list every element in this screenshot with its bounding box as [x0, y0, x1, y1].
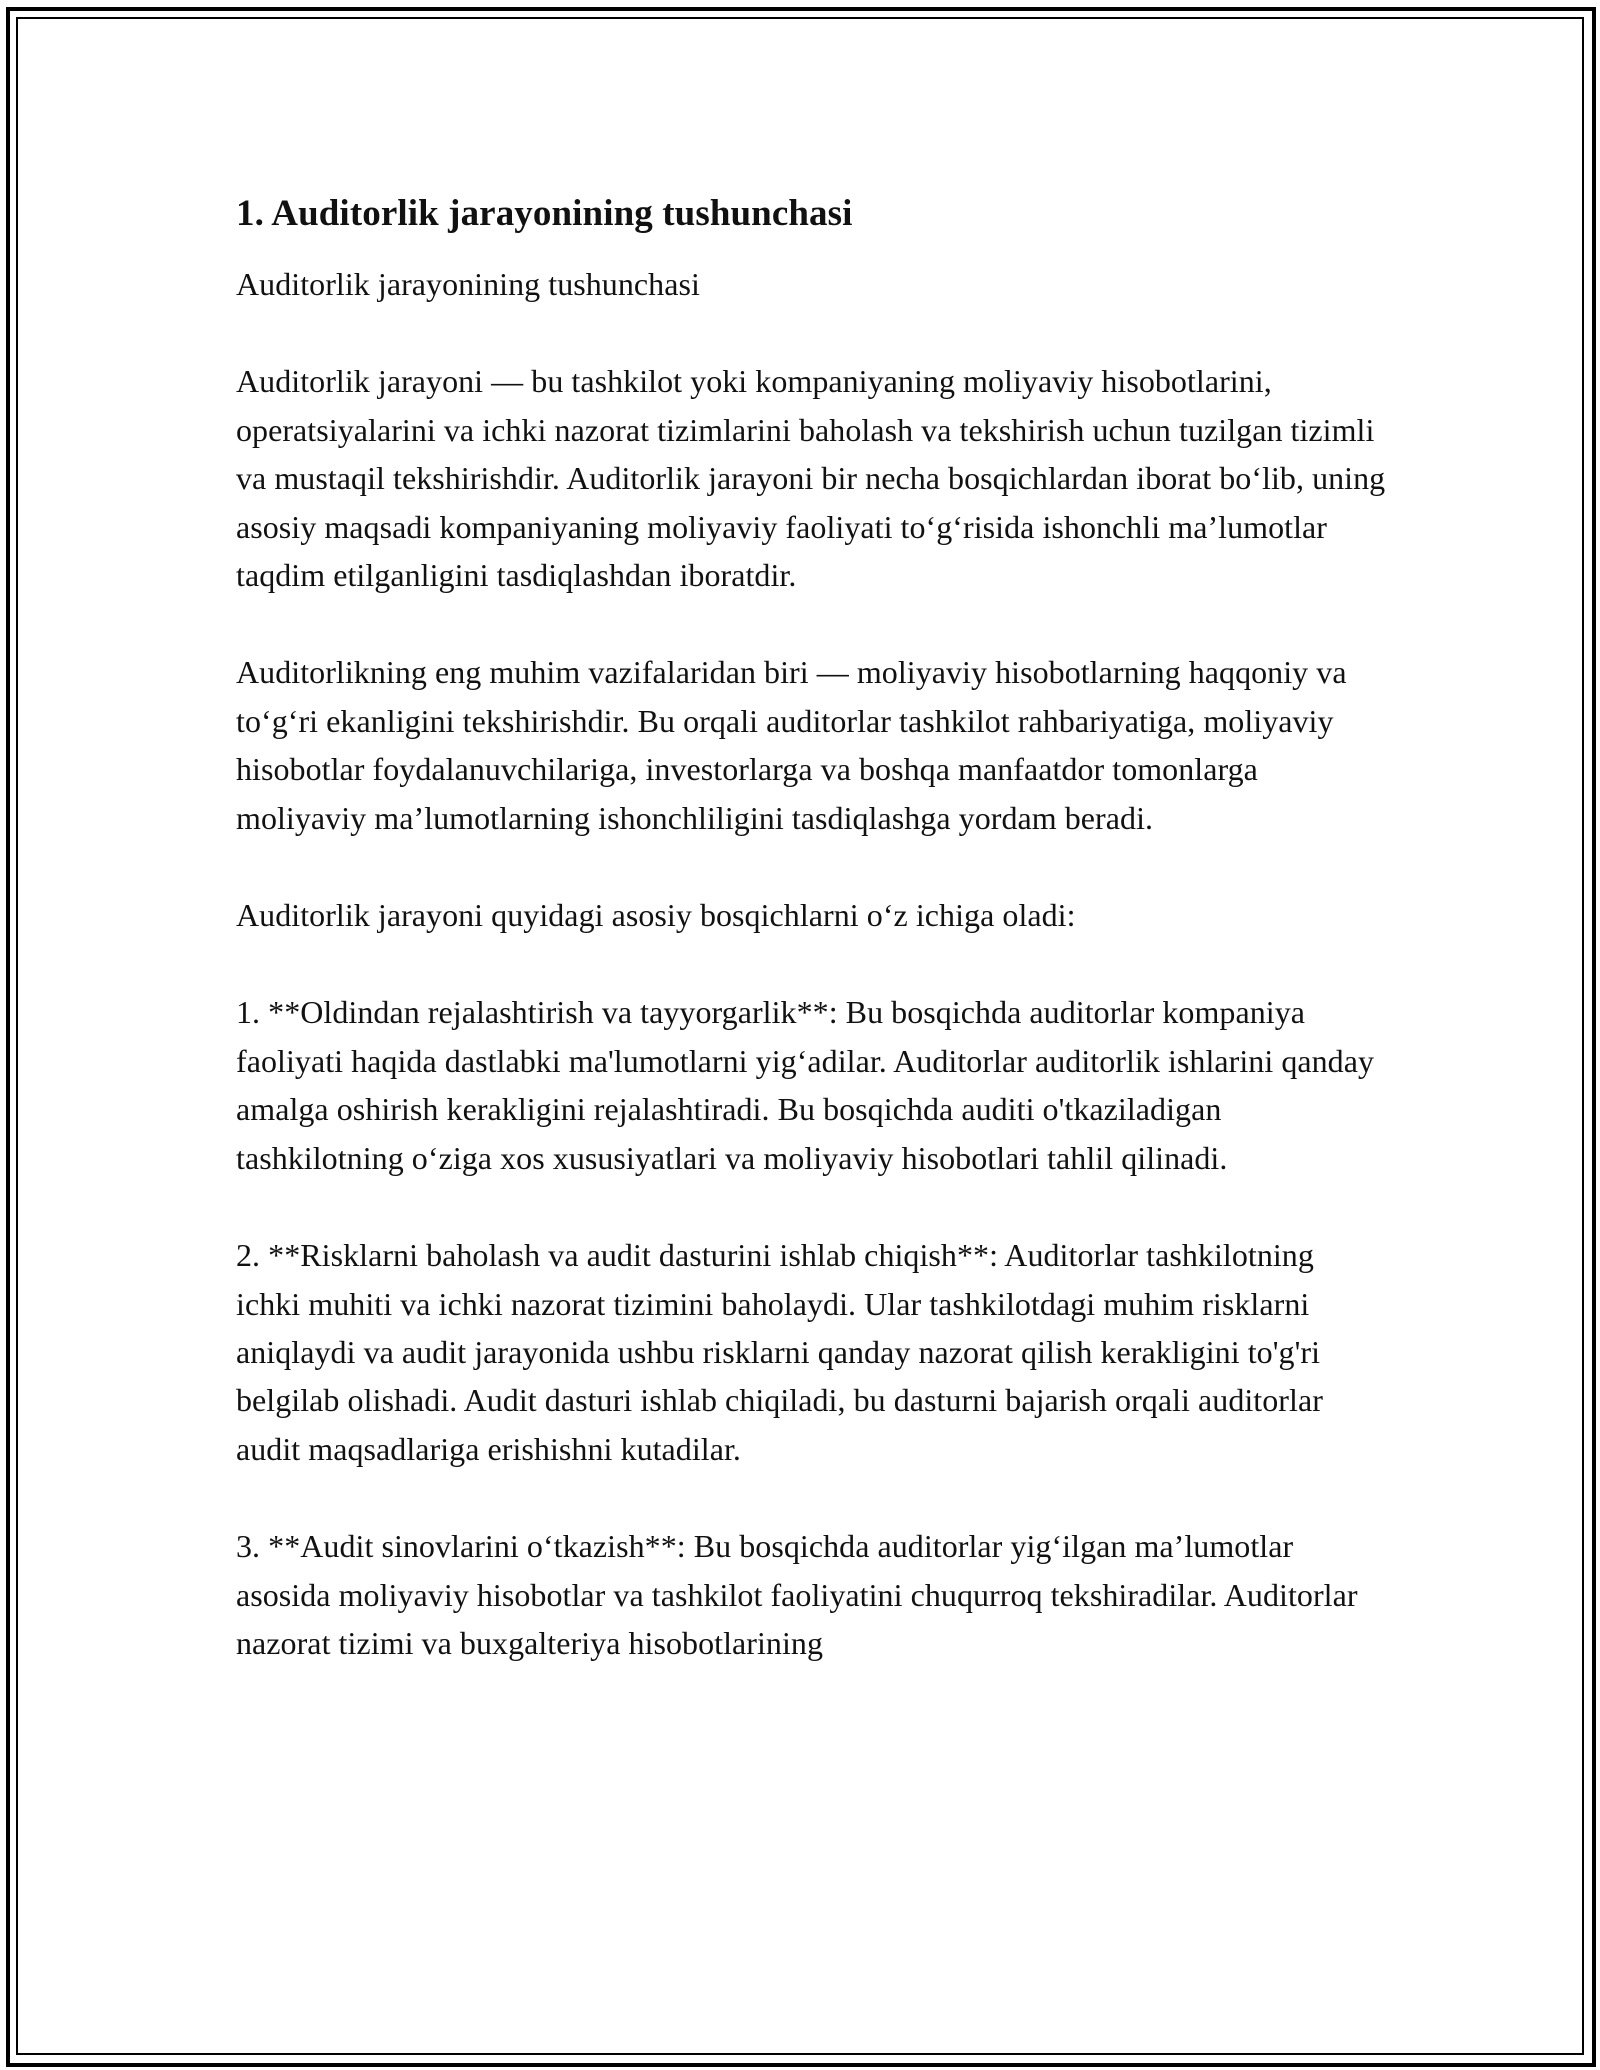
paragraph-stage-1: 1. **Oldindan rejalashtirish va tayyorgarlik**: Bu bosqichda auditorlar kompaniya faoliyati haqida dastlabki ma'lumotlarni yig‘adilar. Auditorlar auditorlik ishlarini qanday amalga oshirish kerakligini rejalashtiradi. Bu bosqichda auditi o'tkaziladigan tashkilotning o‘ziga xos xususiyatlari va moliyaviy hisobotlari tahlil qilinadi. — [236, 994, 1375, 1176]
document-body — [236, 188, 1386, 1716]
paragraph-stage-3: 3. **Audit sinovlarini o‘tkazish**: Bu bosqichda auditorlar yig‘ilgan ma’lumotlar asosida moliyaviy hisobotlar va tashkilot faoliyatini chuqurroq tekshiradilar. Auditorlar nazorat tizimi va buxgalteriya hisobotlarining — [236, 1528, 1358, 1661]
document-title: 1. Auditorlik jarayonining tushunchasi — [236, 193, 853, 234]
document-subtitle: Auditorlik jarayonining tushunchasi — [236, 266, 700, 302]
paragraph-stage-2: 2. **Risklarni baholash va audit dasturini ishlab chiqish**: Auditorlar tashkilotning ichki muhiti va ichki nazorat tizimini baholaydi. Ular tashkilotdagi muhim risklarni aniqlaydi va audit jarayonida ushbu risklarni qanday nazorat qilish kerakligini to'g'ri belgilab olishadi. Audit dasturi ishlab chiqiladi, bu dasturni bajarish orqali auditorlar audit maqsadlariga erishishni kutadilar. — [236, 1237, 1323, 1467]
paragraph-definition: Auditorlik jarayoni — bu tashkilot yoki kompaniyaning moliyaviy hisobotlarini, operatsiyalarini va ichki nazorat tizimlarini baholash va tekshirish uchun tuzilgan tizimli va mustaqil tekshirishdir. Auditorlik jarayoni bir necha bosqichlardan iborat bo‘lib, uning asosiy maqsadi kompaniyaning moliyaviy faoliyati to‘g‘risida ishonchli ma’lumotlar taqdim etilganligini tasdiqlashdan iboratdir. — [236, 363, 1386, 594]
paragraph-stages-intro: Auditorlik jarayoni quyidagi asosiy bosqichlarni o‘z ichiga oladi: — [236, 897, 1076, 934]
paragraph-main-task: Auditorlikning eng muhim vazifalaridan biri — moliyaviy hisobotlarning haqqoniy va to‘g‘ri ekanligini tekshirishdir. Bu orqali auditorlar tashkilot rahbariyatiga, moliyaviy hisobotlar foydalanuvchilariga, investorlarga va boshqa manfaatdor tomonlarga moliyaviy ma’lumotlarning ishonchliligini tasdiqlashga yordam beradi. — [236, 654, 1347, 836]
